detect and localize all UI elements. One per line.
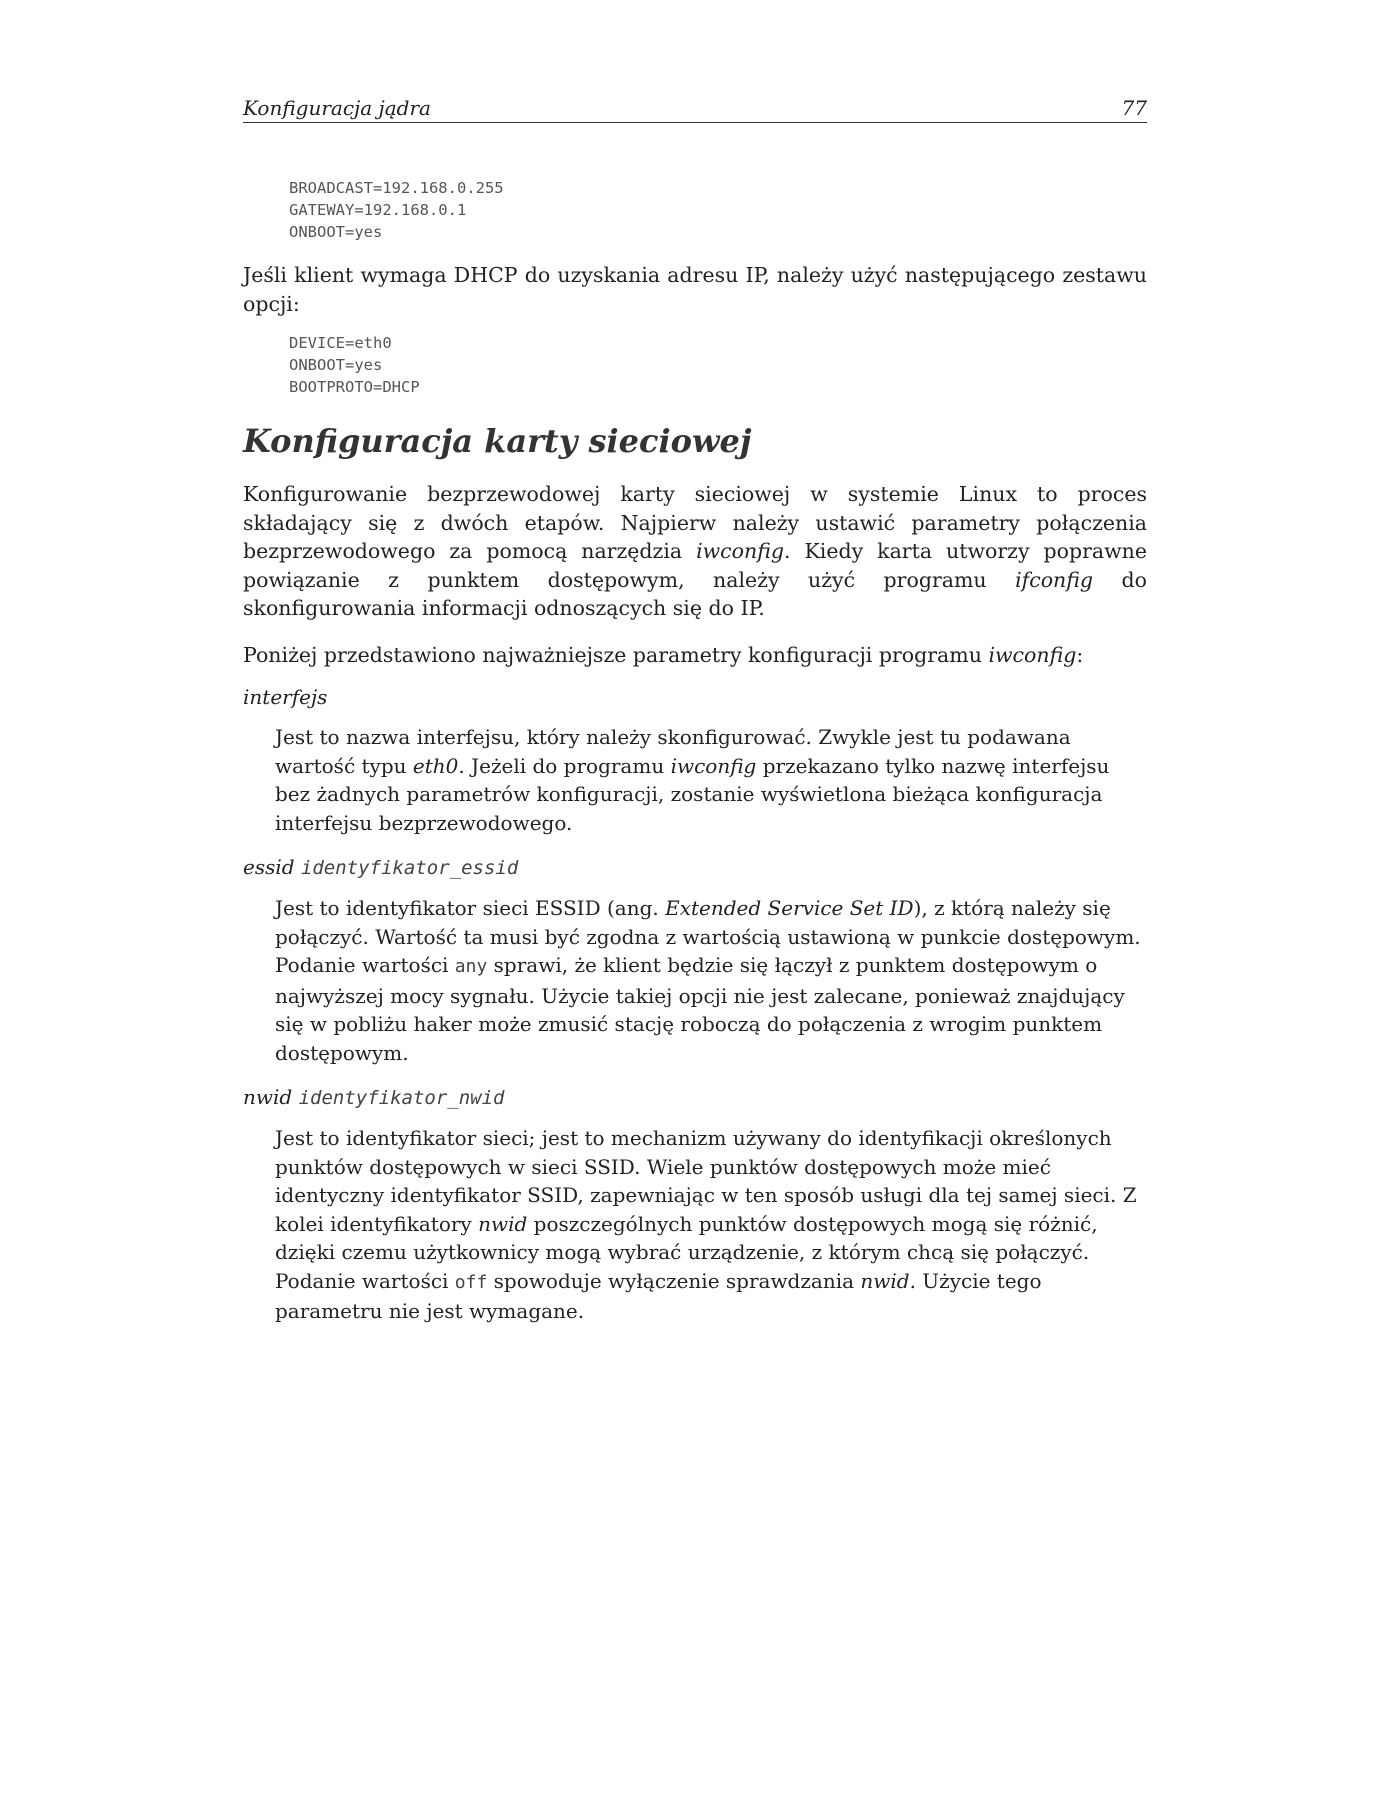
text: Jest to identyfikator sieci ESSID (ang. — [275, 896, 666, 920]
code-line: DEVICE=eth0 — [289, 334, 392, 352]
section-heading: Konfiguracja karty sieciowej — [243, 422, 752, 460]
document-page — [243, 96, 1147, 1326]
emphasis: nwid — [478, 1211, 528, 1236]
term-label: nwid — [243, 1085, 293, 1109]
text: Jest to identyfikator sieci; jest to mechanizm używany do identyfikacji określonych punktów dostępowych w sieci SSID. Wiele punktów dostępowych może mieć identyczny identyfikator SSID, zapewniając w ten sposób usługi dla tej samej sieci. Z kolei identyfikatory — [275, 1126, 1137, 1236]
definition-essid — [275, 894, 1147, 1067]
program-name: ifconfig — [1015, 567, 1094, 592]
paragraph-params-intro — [243, 641, 1147, 670]
term-interfejs — [243, 683, 1147, 711]
emphasis: Extended Service Set ID — [665, 896, 914, 920]
code-line: GATEWAY=192.168.0.1 — [289, 201, 467, 219]
running-header — [243, 96, 1147, 123]
term-label: interfejs — [243, 685, 328, 709]
code-block-dhcp — [289, 332, 1147, 398]
inline-code: any — [454, 956, 488, 977]
text: do skonfigurowania informacji odnoszących się do IP. — [243, 567, 1147, 620]
emphasis: nwid — [860, 1268, 910, 1293]
code-line: BROADCAST=192.168.0.255 — [289, 179, 504, 197]
term-essid — [243, 853, 1147, 882]
text: sprawi, że klient będzie się łączył z punktem dostępowym o najwyższej mocy sygnału. Użycie takiej opcji nie jest zalecane, ponieważ znajdujący się w pobliżu haker może zmusić stację roboczą do połączenia z wrogim punktem dostępowym. — [275, 953, 1125, 1065]
text: Poniżej przedstawiono najważniejsze parametry konfiguracji programu — [243, 642, 989, 667]
definition-nwid — [275, 1124, 1147, 1326]
paragraph-dhcp: Jeśli klient wymaga DHCP do uzyskania adresu IP, należy użyć następującego zestawu opcji: — [243, 263, 1147, 316]
text: spowoduje wyłączenie sprawdzania — [487, 1268, 861, 1293]
page-number: 77 — [1121, 96, 1147, 120]
text: . Jeżeli do programu — [458, 753, 671, 778]
term-argument: identyfikator_nwid — [298, 1087, 505, 1109]
definition-interfejs — [275, 723, 1147, 837]
chapter-title: Konfiguracja jądra — [243, 96, 431, 120]
code-line: ONBOOT=yes — [289, 356, 383, 374]
code-block-network — [289, 177, 1147, 243]
text: ), z którą należy się połączyć. Wartość ta musi być zgodna z wartością ustawioną w punkcie dostępowym. Podanie wartości — [275, 896, 1141, 977]
text: . Użycie tego parametru nie jest wymagane. — [275, 1268, 1042, 1323]
program-name: iwconfig — [670, 753, 757, 778]
text: Jest to nazwa interfejsu, który należy skonfigurować. Zwykle jest tu podawana wartość typu — [275, 725, 1071, 778]
inline-code: off — [454, 1271, 488, 1293]
term-argument: identyfikator_essid — [300, 857, 519, 879]
paragraph-intro — [243, 480, 1147, 623]
term-label: essid — [243, 855, 295, 879]
code-line: BOOTPROTO=DHCP — [289, 378, 420, 396]
text: Konfigurowanie bezprzewodowej karty sieciowej w systemie Linux to proces składający się z dwóch etapów. Najpierw należy ustawić parametry połączenia bezprzewodowego za pomocą narzędzia — [243, 482, 1147, 563]
text: przekazano tylko nazwę interfejsu bez żadnych parametrów konfiguracji, zostanie wyświetlona bieżąca konfiguracja interfejsu bezprzewodowego. — [275, 753, 1110, 835]
term-nwid — [243, 1083, 1147, 1112]
program-name: iwconfig — [988, 642, 1077, 667]
emphasis: eth0 — [412, 753, 459, 778]
program-name: iwconfig — [696, 539, 785, 563]
text: poszczególnych punktów dostępowych mogą się różnić, dzięki czemu użytkownicy mogą wybrać urządzenie, z którym chcą się połączyć. Podanie wartości — [275, 1211, 1098, 1293]
text: . Kiedy karta utworzy poprawne powiązanie z punktem dostępowym, należy użyć programu — [243, 539, 1147, 592]
text: : — [1076, 642, 1084, 667]
code-line: ONBOOT=yes — [289, 223, 383, 241]
